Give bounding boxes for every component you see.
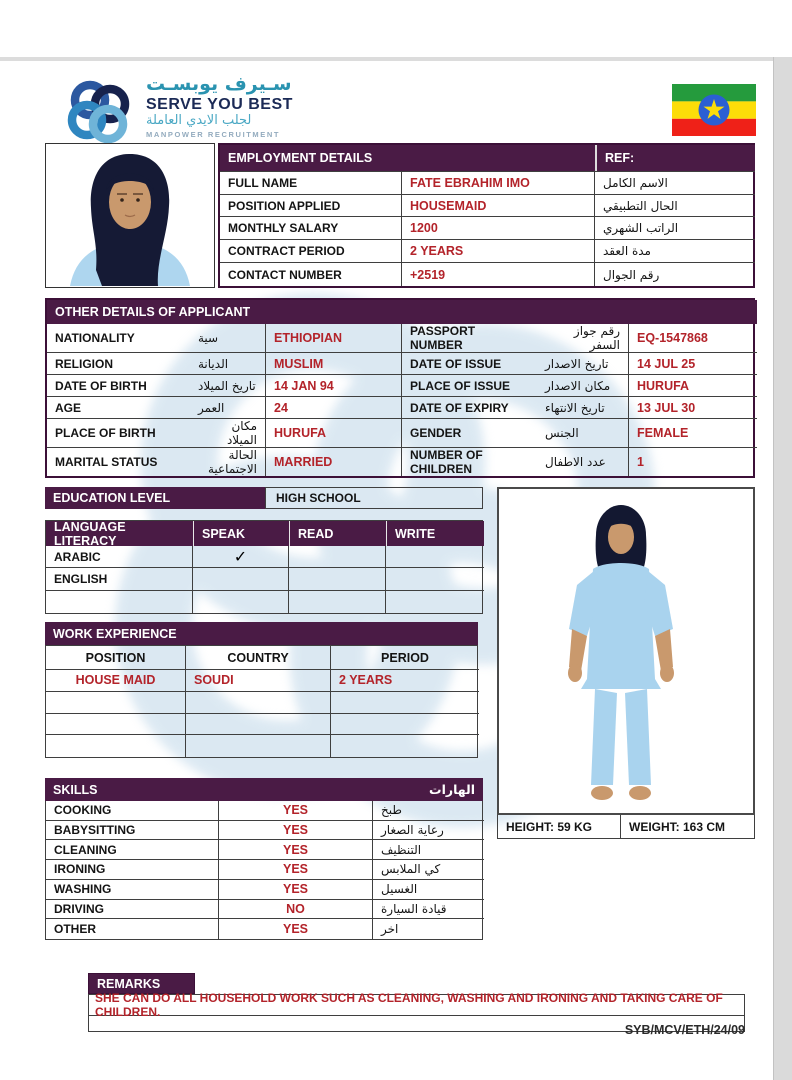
height-weight-row (497, 815, 755, 839)
experience-country (186, 714, 331, 736)
column-header: POSITION (46, 646, 186, 670)
field-value: 14 JAN 94 (266, 375, 402, 397)
remarks-title: REMARKS (88, 973, 195, 994)
skill-label-arabic: اخر (381, 922, 399, 937)
read-cell (289, 591, 386, 613)
skill-value: YES (219, 821, 373, 841)
field-label: DATE OF BIRTH (47, 375, 190, 397)
language-name (46, 591, 193, 613)
field-label: PASSPORT NUMBER (402, 324, 537, 353)
skills-table (45, 801, 483, 940)
field-value: 14 JUL 25 (629, 353, 757, 375)
column-header: COUNTRY (186, 646, 331, 670)
language-name: ENGLISH (46, 568, 193, 590)
language-name: ARABIC (46, 546, 193, 568)
remarks-text-row (88, 991, 745, 1019)
field-label-arabic: الديانة (190, 353, 266, 375)
speak-checkmark: ✓ (193, 546, 289, 568)
field-value: 13 JUL 30 (629, 397, 757, 419)
applicant-fullbody-photo (497, 487, 755, 815)
skill-label: DRIVING (46, 900, 219, 920)
agency-tagline: MANPOWER RECRUITMENT (146, 130, 281, 140)
field-value: 1200 (402, 217, 595, 240)
education-level-value: HIGH SCHOOL (265, 487, 483, 509)
field-value: HURUFA (629, 375, 757, 397)
skill-value: YES (219, 860, 373, 880)
field-label: NATIONALITY (47, 324, 190, 353)
agency-logo (60, 74, 293, 152)
field-value: MARRIED (266, 448, 402, 476)
field-value: 2 YEARS (402, 240, 595, 263)
speak-cell (193, 568, 289, 590)
read-cell (289, 546, 386, 568)
field-label: PLACE OF BIRTH (47, 419, 190, 448)
skill-label-arabic: الغسيل (373, 880, 484, 900)
weight-label: WEIGHT: 163 CM (629, 819, 726, 834)
height-label: HEIGHT: 59 KG (498, 815, 621, 838)
field-label: POSITION APPLIED (220, 194, 402, 217)
language-literacy-table (45, 520, 483, 614)
employment-details-title: EMPLOYMENT DETAILS (220, 145, 595, 171)
field-value: 24 (266, 397, 402, 419)
skill-label: OTHER (46, 919, 219, 939)
skills-title-bar (45, 778, 483, 801)
agency-name: SERVE YOU BEST (146, 95, 293, 113)
agency-name-arabic: سـيرف يوبسـت (146, 73, 292, 95)
experience-position (46, 735, 186, 757)
read-cell (289, 568, 386, 590)
field-label: MARITAL STATUS (55, 455, 158, 469)
fullbody-illustration (499, 489, 753, 813)
field-value: MUSLIM (266, 353, 402, 375)
experience-position: HOUSE MAID (46, 670, 186, 692)
field-label-arabic: مكان الاصدار (537, 375, 629, 397)
employment-details-table (218, 143, 755, 288)
field-label: GENDER (402, 419, 537, 448)
work-experience-table (45, 645, 478, 758)
field-label-arabic: تاريخ الانتهاء (537, 397, 629, 419)
write-cell (386, 546, 484, 568)
field-label-arabic: رقم الجوال (603, 267, 660, 282)
column-header: SPEAK (193, 521, 289, 546)
agency-tagline-arabic: لجلب الايدي العاملة (146, 113, 252, 129)
skill-value: YES (219, 840, 373, 860)
skill-label: COOKING (46, 801, 219, 821)
column-header: LANGUAGE LITERACY (46, 521, 193, 546)
experience-period (331, 692, 479, 714)
experience-country: SOUDI (186, 670, 331, 692)
document-ref-code: SYB/MCV/ETH/24/09 (624, 1023, 745, 1037)
field-label-arabic: الحال التطبيقي (595, 194, 755, 217)
experience-period (331, 714, 479, 736)
field-label: AGE (47, 397, 190, 419)
experience-country (186, 735, 331, 757)
field-label-arabic: تاريخ الميلاد (190, 375, 266, 397)
skill-label-arabic: التنظيف (373, 840, 484, 860)
write-cell (386, 568, 484, 590)
write-cell (386, 591, 484, 613)
field-label: FULL NAME (220, 171, 402, 194)
field-value: HURUFA (266, 419, 402, 448)
field-label-arabic: مدة العقد (595, 240, 755, 263)
field-label-arabic: سية (190, 324, 266, 353)
portrait-illustration (46, 144, 213, 286)
field-label: DATE OF ISSUE (402, 353, 537, 375)
speak-cell (193, 591, 289, 613)
field-label-arabic: عدد الاطفال (537, 448, 629, 476)
skills-title-arabic: الهارات (429, 782, 475, 797)
field-label-arabic: العمر (190, 397, 266, 419)
field-value: ETHIOPIAN (266, 324, 402, 353)
column-header: PERIOD (331, 646, 479, 670)
experience-period (331, 735, 479, 757)
skill-label: IRONING (46, 860, 219, 880)
skill-label-arabic: رعاية الصغار (373, 821, 484, 841)
agency-logo-icon (60, 74, 138, 152)
scan-edge-top (0, 57, 792, 61)
scan-edge-right (773, 57, 792, 1080)
skill-value: NO (219, 900, 373, 920)
work-experience-title: WORK EXPERIENCE (45, 622, 478, 645)
remarks-text: SHE CAN DO ALL HOUSEHOLD WORK SUCH AS CLEANING, WASHING AND IRONING AND TAKING CARE OF CHILDREN. (95, 991, 723, 1019)
skill-label: WASHING (46, 880, 219, 900)
other-details-title: OTHER DETAILS OF APPLICANT (47, 300, 757, 324)
applicant-portrait-photo (45, 143, 215, 288)
experience-country (186, 692, 331, 714)
skill-value: YES (219, 880, 373, 900)
field-value: FATE EBRAHIM IMO (402, 171, 595, 194)
field-value: FEMALE (629, 419, 757, 448)
field-label-arabic: تاريخ الاصدار (537, 353, 629, 375)
column-header: READ (289, 521, 386, 546)
field-value: EQ-1547868 (629, 324, 757, 353)
field-label-arabic: الحالة الاجتماعية (190, 448, 266, 476)
field-label: PLACE OF ISSUE (402, 375, 537, 397)
skills-title: SKILLS (53, 782, 98, 797)
other-details-table (45, 298, 755, 478)
skill-label: BABYSITTING (46, 821, 219, 841)
experience-period: 2 YEARS (331, 670, 479, 692)
field-label: MONTHLY SALARY (220, 217, 402, 240)
field-label: CONTRACT PERIOD (220, 240, 402, 263)
skill-value: YES (219, 801, 373, 821)
ethiopia-flag (672, 84, 756, 136)
field-value: 1 (637, 455, 644, 469)
column-header: WRITE (386, 521, 484, 546)
skill-label-arabic: طبخ (373, 801, 484, 821)
education-level-label: EDUCATION LEVEL (45, 487, 265, 509)
field-label: NUMBER OF CHILDREN (410, 448, 483, 476)
experience-position (46, 714, 186, 736)
field-value: +2519 (402, 263, 595, 286)
skill-label-arabic: كي الملابس (373, 860, 484, 880)
experience-position (46, 692, 186, 714)
skill-value: YES (219, 919, 373, 939)
field-label: RELIGION (47, 353, 190, 375)
field-label-arabic: الاسم الكامل (595, 171, 755, 194)
field-label-arabic: مكان الميلاد (190, 419, 266, 448)
skill-label-arabic: قيادة السيارة (373, 900, 484, 920)
ref-label: REF: (595, 145, 755, 171)
field-label-arabic: الراتب الشهري (595, 217, 755, 240)
skill-label: CLEANING (46, 840, 219, 860)
field-value: HOUSEMAID (402, 194, 595, 217)
field-label-arabic: الجنس (537, 419, 629, 448)
field-label-arabic: رقم جواز السفر (537, 324, 629, 353)
field-label: DATE OF EXPIRY (402, 397, 537, 419)
field-label: CONTACT NUMBER (220, 263, 402, 286)
